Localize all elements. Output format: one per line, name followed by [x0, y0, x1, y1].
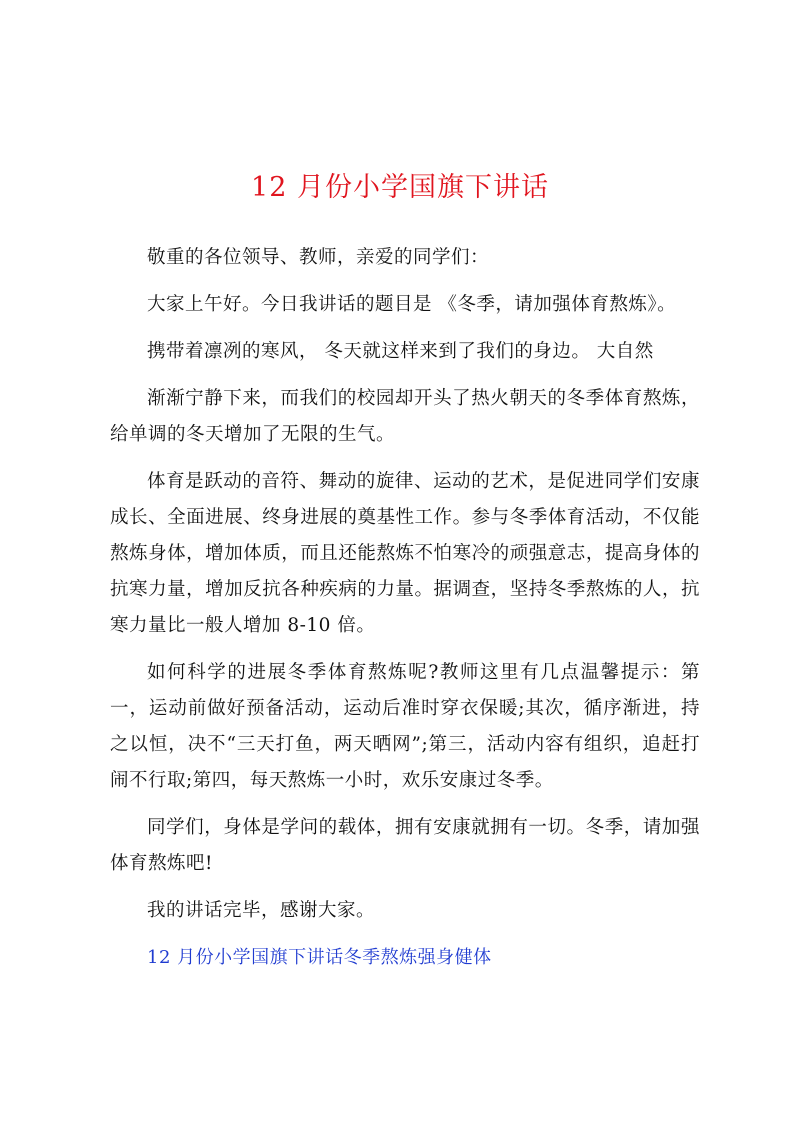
- paragraph-greeting: 敬重的各位领导、教师，亲爱的同学们：: [147, 247, 490, 268]
- paragraph-benefits: 体育是跃动的音符、舞动的旋律、运动的艺术，是促进同学们安康成长、全面进展、终身进展的奠基性工作。参与冬季体育活动，不仅能熬炼身体，增加体质，而且还能熬炼不怕寒冷的顽强意志，提高身体的抗寒力量，增加反抗各种疾病的力量。据调查，坚持冬季熬炼的人，抗寒力量比一般人增加 8-10 倍。: [110, 471, 700, 636]
- paragraph-winter-arrives: 携带着凛冽的寒风， 冬天就这样来到了我们的身边。 大自然: [147, 341, 654, 362]
- document-title: 12 月份小学国旗下讲话: [251, 172, 549, 203]
- paragraph-tips: 如何科学的进展冬季体育熬炼呢?教师这里有几点温馨提示：第一，运动前做好预备活动，运动后准时穿衣保暖;其次，循序渐进，持之以恒，决不“三天打鱼，两天晒网”;第三，活动内容有组织，追赶打闹不行取;第四，每天熬炼一小时，欢乐安康过冬季。: [110, 662, 700, 791]
- related-article-link[interactable]: 12 月份小学国旗下讲话冬季熬炼强身健体: [147, 947, 492, 968]
- paragraph-campus-exercise: 渐渐宁静下来，而我们的校园却开头了热火朝天的冬季体育熬炼，给单调的冬天增加了无限的生气。: [110, 388, 700, 445]
- document-body: [110, 240, 700, 976]
- paragraph-closing: 我的讲话完毕，感谢大家。: [147, 900, 376, 921]
- paragraph-encourage: 同学们，身体是学问的载体，拥有安康就拥有一切。冬季，请加强体育熬炼吧!: [110, 817, 700, 874]
- paragraph-topic: 大家上午好。今日我讲话的题目是 《冬季，请加强体育熬炼》。: [147, 294, 677, 315]
